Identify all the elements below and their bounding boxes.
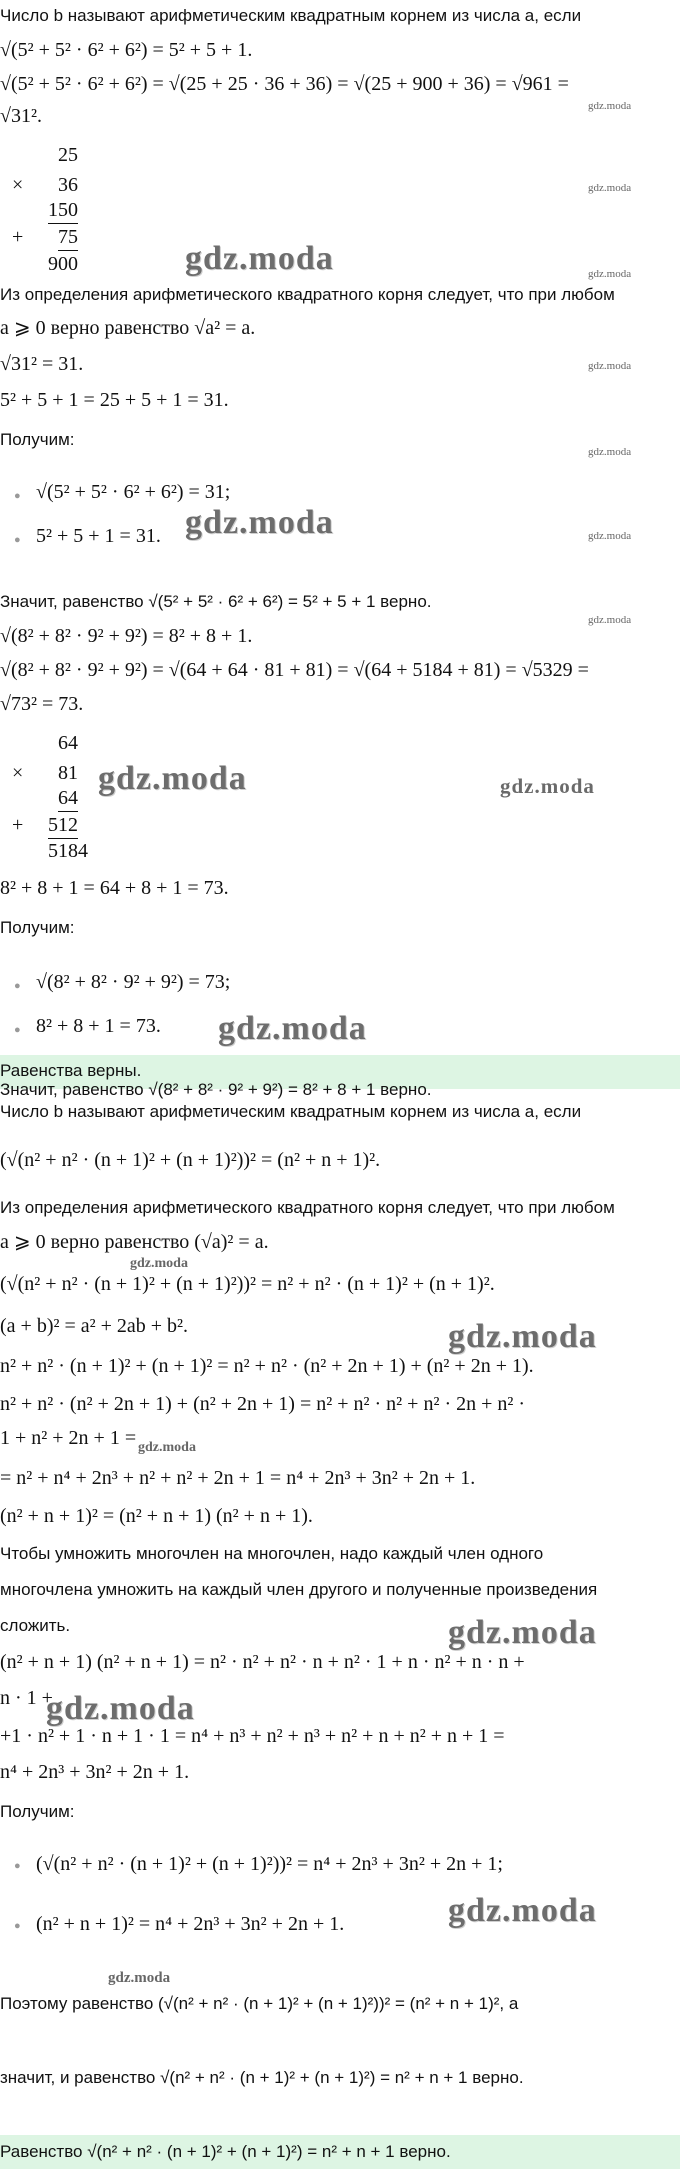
text-line: Число b называют арифметическим квадратным корнем из числа a, если [0,6,582,25]
watermark: gdz.moda [108,1970,171,1986]
formula-line: (n² + n + 1) (n² + n + 1) = n² · n² + n² · n + n² · 1 + n · n² + n · n + [0,1651,525,1673]
answer-text: Равенство √(n² + n² · (n + 1)² + (n + 1)²) = n² + n + 1 верно. [0,2142,451,2161]
bullet-icon: ● [14,490,21,502]
formula-line: a ⩾ 0 верно равенство (√a)² = a. [0,1231,269,1253]
watermark: gdz.moda [500,774,595,798]
watermark: gdz.moda [185,504,334,541]
formula-line: 8² + 8 + 1 = 64 + 8 + 1 = 73. [0,877,229,899]
text-line: Из определения арифметического квадратного корня следует, что при любом [0,285,615,304]
watermark: gdz.moda [588,446,632,458]
formula-line: (n² + n + 1)² = (n² + n + 1) (n² + n + 1). [0,1505,313,1527]
formula-line: √73² = 73. [0,693,84,715]
formula-line: (√(n² + n² · (n + 1)² + (n + 1)²))² = n² + n² · (n + 1)² + (n + 1)². [0,1273,495,1295]
formula-line: √(5² + 5² · 6² + 6²) = √(25 + 25 · 36 + 36) = √(25 + 900 + 36) = √961 = [0,73,569,95]
text-line: Получим: [0,918,75,937]
bullet-icon: ● [14,1920,21,1932]
text-line: Получим: [0,1802,75,1821]
list-item: √(5² + 5² · 6² + 6²) = 31; [36,481,231,503]
formula-line: n⁴ + 2n³ + 3n² + 2n + 1. [0,1761,190,1783]
formula-line: +1 · n² + 1 · n + 1 · 1 = n⁴ + n³ + n² + n³ + n² + n + n² + n + 1 = [0,1725,505,1747]
list-item: √(8² + 8² · 9² + 9²) = 73; [36,971,231,993]
bullet-icon: ● [14,980,21,992]
text-line: сложить. [0,1616,71,1635]
text-line: Значит, равенство √(8² + 8² · 9² + 9²) = 8² + 8 + 1 верно. [0,1080,432,1099]
watermark: gdz.moda [138,1440,196,1455]
formula-line: n · 1 + [0,1687,53,1709]
list-item: 5² + 5 + 1 = 31. [36,525,161,547]
watermark: gdz.moda [448,1318,597,1355]
list-item: (n² + n + 1)² = n⁴ + 2n³ + 3n² + 2n + 1. [36,1913,345,1935]
watermark: gdz.moda [448,1614,597,1651]
text-line: Получим: [0,430,75,449]
formula-line: a ⩾ 0 верно равенство √a² = a. [0,317,256,339]
text-line: Число b называют арифметическим квадратным корнем из числа a, если [0,1102,582,1121]
text-line: Значит, равенство √(5² + 5² · 6² + 6²) = 5² + 5 + 1 верно. [0,592,432,611]
bullet-icon: ● [14,1024,21,1036]
formula-line: (a + b)² = a² + 2ab + b². [0,1315,189,1337]
watermark: gdz.moda [46,1690,195,1727]
watermark: gdz.moda [588,268,632,280]
list-item: 8² + 8 + 1 = 73. [36,1015,161,1037]
watermark: gdz.moda [218,1010,367,1047]
formula-line: n² + n² · (n² + 2n + 1) + (n² + 2n + 1) = n² + n² · n² + n² · 2n + n² · [0,1393,526,1415]
text-line: Из определения арифметического квадратного корня следует, что при любом [0,1198,615,1217]
watermark: gdz.moda [588,530,632,542]
watermark: gdz.moda [130,1256,188,1271]
watermark: gdz.moda [588,100,632,112]
formula-line: √31². [0,105,42,127]
watermark: gdz.moda [588,182,632,194]
formula-line: √31² = 31. [0,353,84,375]
bullet-icon: ● [14,1860,21,1872]
watermark: gdz.moda [588,614,632,626]
watermark: gdz.moda [98,760,247,797]
formula-line: √(8² + 8² · 9² + 9²) = √(64 + 64 · 81 + 81) = √(64 + 5184 + 81) = √5329 = [0,659,589,681]
formula-line: √(5² + 5² · 6² + 6²) = 5² + 5 + 1. [0,39,253,61]
formula-line: 5² + 5 + 1 = 25 + 5 + 1 = 31. [0,389,229,411]
watermark: gdz.moda [185,240,334,277]
watermark: gdz.moda [448,1892,597,1929]
answer-text: Равенства верны. [0,1061,142,1080]
text-line: значит, и равенство √(n² + n² · (n + 1)² + (n + 1)²) = n² + n + 1 верно. [0,2068,524,2087]
watermark: gdz.moda [588,360,632,372]
formula-line: (√(n² + n² · (n + 1)² + (n + 1)²))² = (n² + n + 1)². [0,1149,381,1171]
bullet-icon: ● [14,534,21,546]
formula-line: = n² + n⁴ + 2n³ + n² + n² + 2n + 1 = n⁴ + 2n³ + 3n² + 2n + 1. [0,1467,476,1489]
list-item: (√(n² + n² · (n + 1)² + (n + 1)²))² = n⁴ + 2n³ + 3n² + 2n + 1; [36,1853,503,1875]
text-line: Поэтому равенство (√(n² + n² · (n + 1)² + (n + 1)²))² = (n² + n + 1)², а [0,1994,519,2013]
formula-line: n² + n² · (n + 1)² + (n + 1)² = n² + n² · (n² + 2n + 1) + (n² + 2n + 1). [0,1355,534,1377]
formula-line: √(8² + 8² · 9² + 9²) = 8² + 8 + 1. [0,625,253,647]
text-line: Чтобы умножить многочлен на многочлен, надо каждый член одного [0,1544,544,1563]
text-line: многочлена умножить на каждый член другого и полученные произведения [0,1580,598,1599]
formula-line: 1 + n² + 2n + 1 = [0,1427,137,1449]
